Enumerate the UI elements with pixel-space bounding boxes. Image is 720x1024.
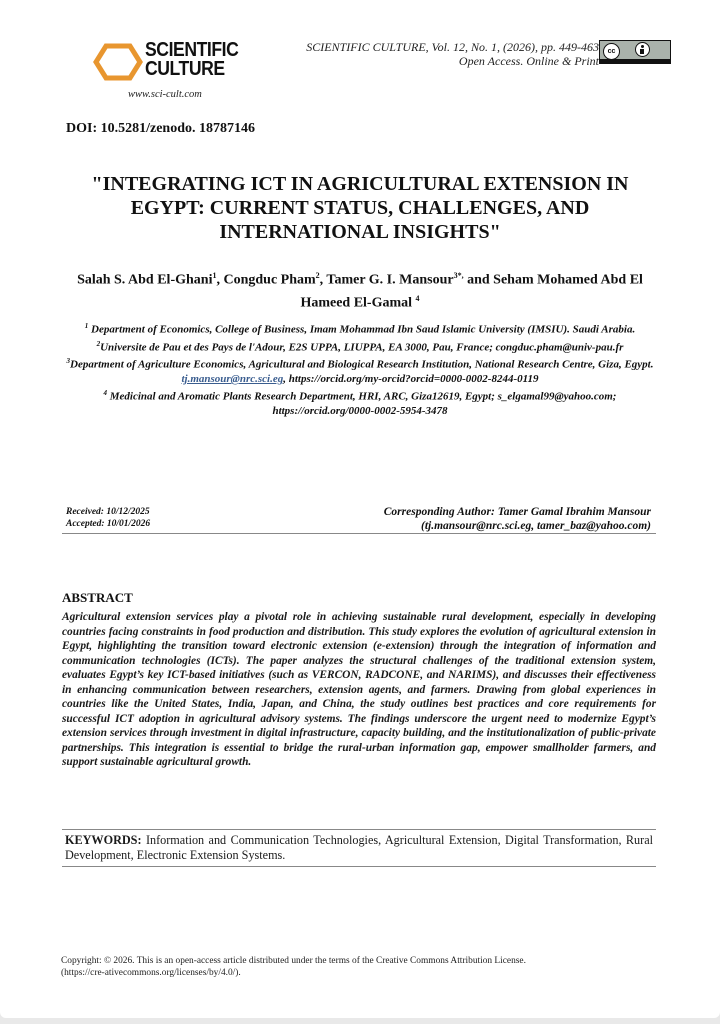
hexagon-logo-icon	[93, 40, 143, 85]
author-sup: 3*,	[453, 271, 464, 280]
separator: and	[463, 272, 494, 288]
author-sup: 4	[415, 293, 420, 303]
copyright-line: Copyright: © 2026. This is an open-access article distributed under the terms of the Creative Commons Attribution License.	[61, 956, 526, 966]
keywords	[62, 831, 656, 867]
corresponding-author	[384, 505, 651, 533]
author-list	[60, 267, 660, 312]
affiliation-sup: 1	[84, 322, 89, 330]
abstract-text: Agricultural extension services play a pivotal role in achieving sustainable rural development, especially in developing countries facing constraints in food production and distribution. This study explores the evolution of agricultural extension in Egypt, highlighting the transition toward electronic extension (e-extension) through the integration of information and communication technologies (ICTs). The paper analyzes the structural challenges of the traditional extension system, evaluates Egypt’s key ICT-based initiatives (such as VERCON, RADCONE, and NARIMS), and discusses their effectiveness in enhancing communication between researchers, extension agents, and farmers. Drawing from global experiences in countries like the United States, India, Japan, and China, the study outlines best practices and core requirements for successful ICT adoption in agricultural advisory systems. The findings underscore the urgent need to modernize Egypt’s extension services through investment in digital infrastructure, capacity building, and the institutionalization of public-private partnerships. This integration is essential to bridge the rural-urban information gap, empower smallholder farmers, and support sustainable agricultural growth.	[62, 611, 656, 768]
corresponding-emails: (tj.mansour@nrc.sci.eg, tamer_baz@yahoo.com)	[421, 520, 651, 532]
separator: ,	[216, 272, 224, 288]
logo-wordmark	[145, 41, 238, 79]
affiliation-sup: 2	[96, 339, 101, 348]
affiliation-text: Department of Economics, College of Business, Imam Mohammad Ibn Saud Islamic University (IMSIU). Saudi Arabia.	[88, 323, 636, 336]
orcid-text: , https://orcid.org/my-orcid?orcid=0000-0002-8244-0119	[283, 372, 539, 385]
author: Congduc Pham	[223, 272, 316, 288]
affiliation-sup: 4	[103, 388, 108, 397]
cc-icon: cc	[603, 43, 620, 60]
received-date: Received: 10/12/2025	[66, 507, 150, 517]
affiliations	[60, 319, 660, 418]
paper-title: "INTEGRATING ICT IN AGRICULTURAL EXTENSION IN EGYPT: CURRENT STATUS, CHALLENGES, AND INTERNATIONAL INSIGHTS"	[91, 173, 629, 243]
logo-line-1: SCIENTIFIC	[145, 39, 239, 61]
keywords-text: Information and Communication Technologies, Agricultural Extension, Digital Transformation, Rural Development, Electronic Extension Systems.	[65, 833, 653, 862]
logo-line-2: CULTURE	[145, 58, 225, 80]
doi[interactable]: DOI: 10.5281/zenodo. 18787146	[66, 121, 255, 136]
attribution-person-icon	[635, 42, 650, 57]
abstract-heading: ABSTRACT	[62, 590, 133, 605]
author-sup: 1	[212, 271, 217, 280]
separator: ,	[319, 272, 327, 288]
accepted-date: Accepted: 10/01/2026	[66, 519, 151, 529]
badge-bar	[600, 59, 670, 63]
copyright-notice	[61, 955, 526, 979]
affiliation-text: Department of Agriculture Economics, Agricultural and Biological Research Institution, National Research Centre, Giza, Egypt.	[70, 358, 654, 371]
author: Seham Mohamed Abd El Hameed El-Gamal	[300, 272, 643, 311]
journal-volume-line: SCIENTIFIC CULTURE, Vol. 12, No. 1, (2026), pp. 449-463	[306, 40, 599, 54]
affiliation-text: Medicinal and Aromatic Plants Research Department, HRI, ARC, Giza12619, Egypt; s_elgamal99@yahoo.com; https://orcid.org/0000-0002-5954-3478	[107, 390, 617, 417]
affiliation-2	[60, 337, 660, 355]
cc-by-icon[interactable]	[599, 40, 671, 64]
journal-access-line: Open Access. Online & Print	[458, 54, 599, 68]
email-link[interactable]: tj.mansour@nrc.sci.eg	[181, 372, 284, 385]
divider	[62, 533, 656, 534]
affiliation-3	[60, 354, 660, 386]
affiliation-text: Universite de Pau et des Pays de l'Adour, E2S UPPA, LIUPPA, EA 3000, Pau, France; congduc.pham@univ-pau.fr	[100, 341, 624, 354]
affiliation-sup: 3	[66, 357, 71, 366]
author: Tamer G. I. Mansour	[326, 272, 454, 288]
journal-logo	[93, 40, 243, 85]
journal-citation	[306, 40, 599, 68]
journal-url[interactable]: www.sci-cult.com	[128, 89, 202, 100]
affiliation-1	[60, 319, 660, 337]
author: Salah S. Abd El-Ghani	[77, 272, 213, 288]
keywords-label: KEYWORDS:	[65, 833, 142, 847]
divider	[62, 829, 656, 830]
corresponding-name: Corresponding Author: Tamer Gamal Ibrahim Mansour	[383, 506, 651, 518]
license-url[interactable]: (https://cre-ativecommons.org/licenses/by/4.0/).	[61, 968, 241, 978]
affiliation-4	[60, 386, 660, 418]
divider	[62, 866, 656, 867]
author-sup: 2	[315, 271, 320, 280]
article-dates	[66, 506, 150, 530]
